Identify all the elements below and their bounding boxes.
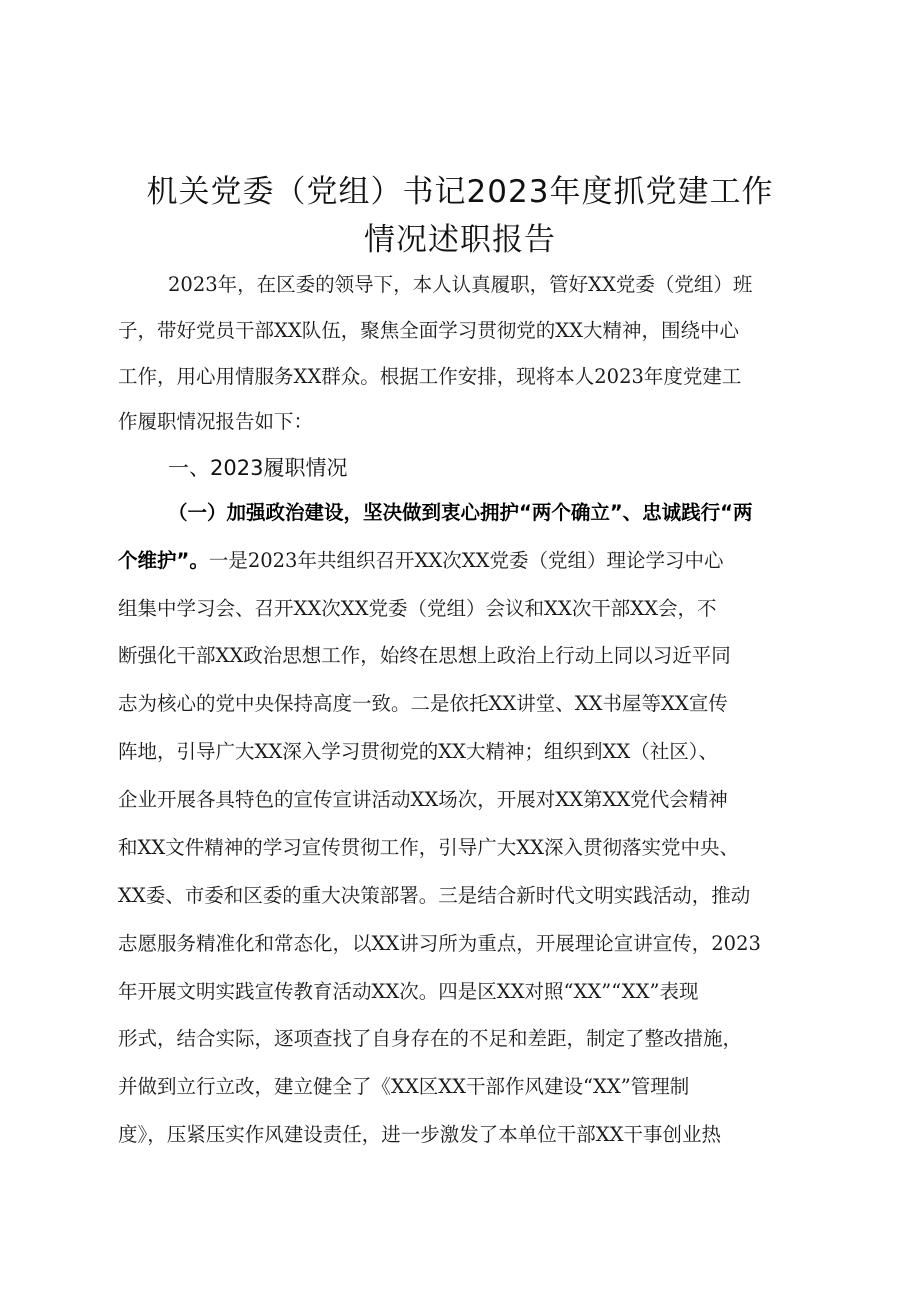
- body-line: 阵地，引导广大XX深入学习贯彻党的XX大精神；组织到XX（社区）、: [118, 740, 719, 763]
- document-title-line-2: 情况述职报告: [364, 222, 556, 258]
- subsection-heading-tail: 个维护”。: [118, 549, 209, 572]
- intro-line: 作履职情况报告如下：: [118, 410, 314, 433]
- body-line: XX委、市委和区委的重大决策部署。三是结合新时代文明实践活动，推动: [118, 884, 751, 907]
- body-line: 志愿服务精准化和常态化，以XX讲习所为重点，开展理论宣讲宣传，2023: [118, 932, 761, 955]
- body-line: 并做到立行立改，建立健全了《XX区XX干部作风建设“XX”管理制: [118, 1075, 690, 1098]
- body-line: 度》，压紧压实作风建设责任，进一步激发了本单位干部XX干事创业热: [118, 1123, 722, 1146]
- body-text: 一是2023年共组织召开XX次XX党委（党组）理论学习中心: [208, 549, 724, 572]
- document-title-line-1: 机关党委（党组）书记2023年度抓党建工作: [146, 174, 774, 210]
- intro-line: 工作，用心用情服务XX群众。根据工作安排，现将本人2023年度党建工: [118, 365, 742, 388]
- body-line: 企业开展各具特色的宣传宣讲活动XX场次，开展对XX第XX党代会精神: [118, 788, 728, 811]
- subsection-heading-line: （一）加强政治建设，坚决做到衷心拥护“两个确立”、忠诚践行“两: [168, 501, 753, 524]
- body-line: 断强化干部XX政治思想工作，始终在思想上政治上行动上同以习近平同: [118, 644, 731, 667]
- body-line: [118, 548, 723, 574]
- section-heading: 一、2023履职情况: [168, 456, 348, 480]
- body-line: 年开展文明实践宣传教育活动XX次。四是区XX对照“XX”“XX”表现: [118, 980, 699, 1003]
- body-line: 和XX文件精神的学习宣传贯彻工作，引导广大XX深入贯彻落实党中央、: [118, 836, 740, 859]
- body-line: 志为核心的党中央保持高度一致。二是依托XX讲堂、XX书屋等XX宣传: [118, 692, 728, 715]
- intro-line: 子，带好党员干部XX队伍，聚焦全面学习贯彻党的XX大精神，围绕中心: [118, 319, 740, 342]
- intro-line: 2023年，在区委的领导下，本人认真履职，管好XX党委（党组）班: [168, 273, 753, 296]
- body-line: 形式，结合实际，逐项查找了自身存在的不足和差距，制定了整改措施，: [118, 1027, 743, 1050]
- body-line: 组集中学习会、召开XX次XX党委（党组）会议和XX次干部XX会，不: [118, 597, 717, 620]
